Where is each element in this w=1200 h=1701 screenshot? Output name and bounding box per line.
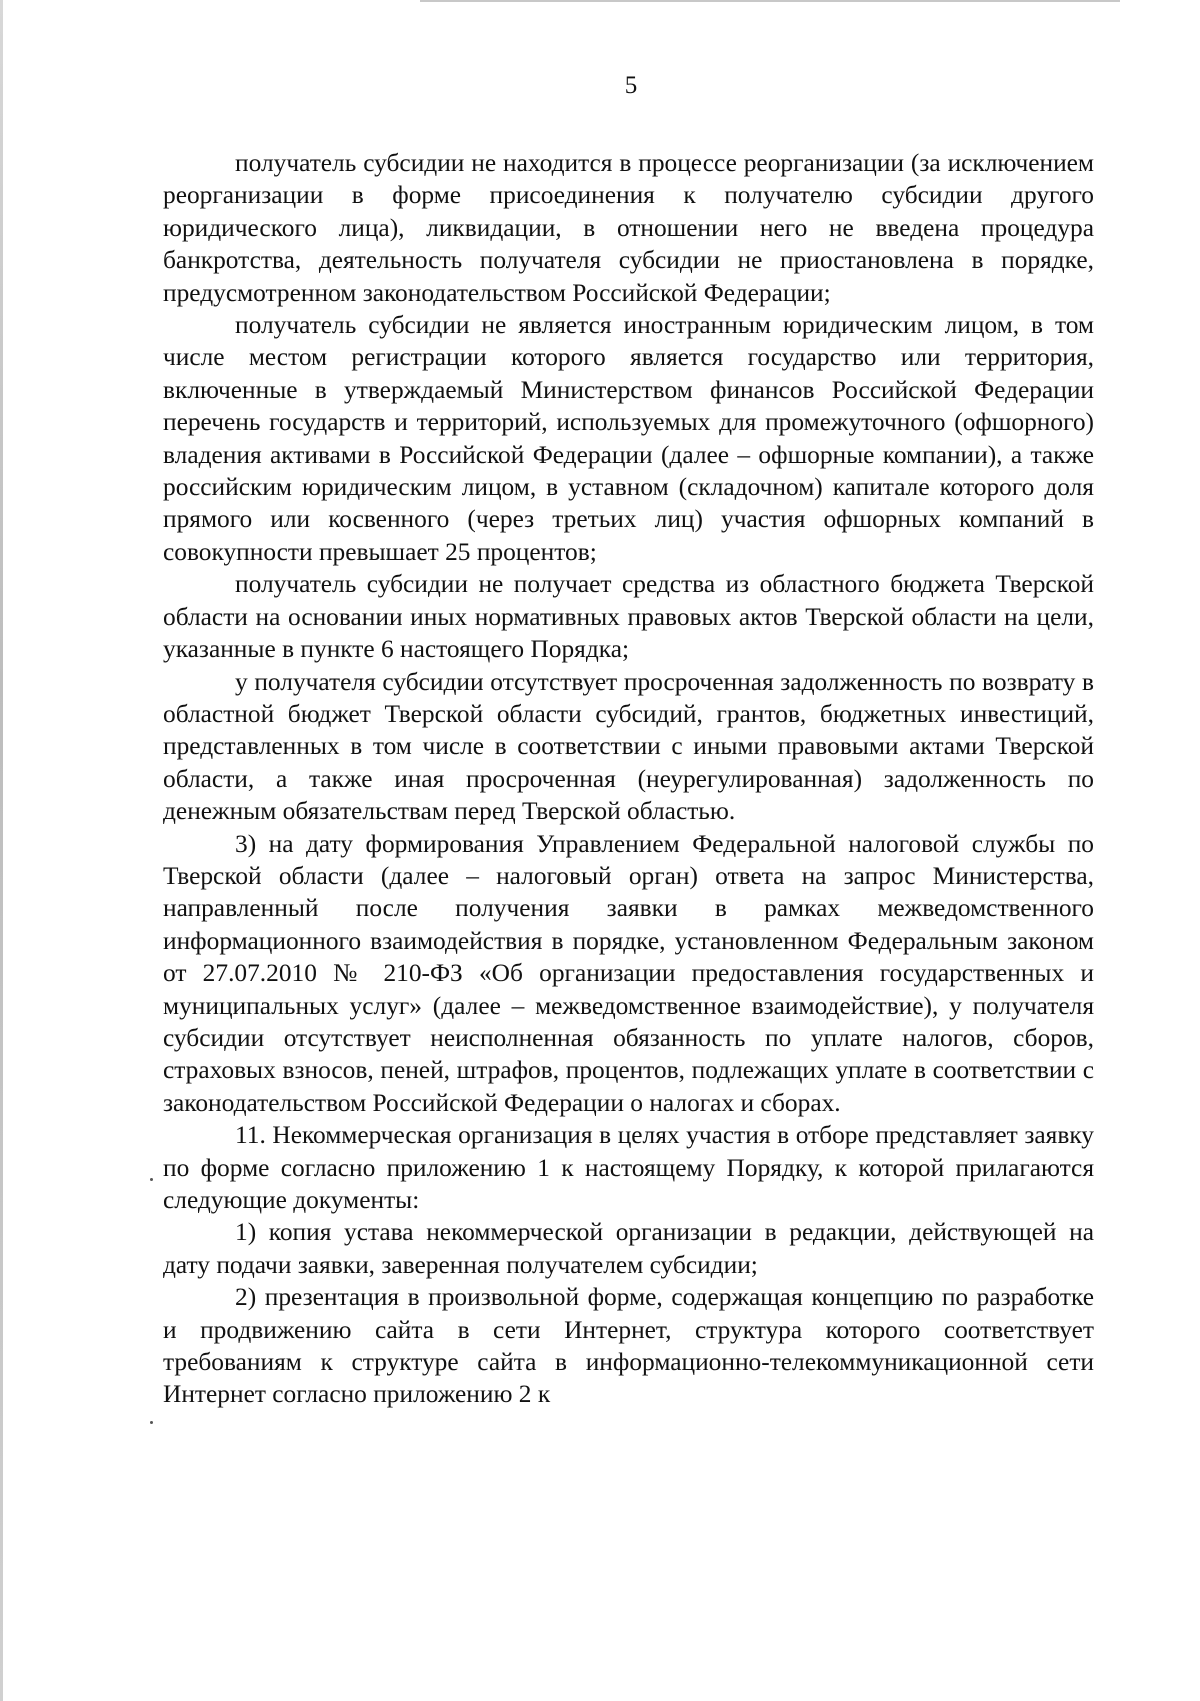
paragraph-item-11: 11. Некоммерческая организация в целях участия в отборе представляет заявку по форме согласно приложению 1 к настоящему Порядку, к которой прилагаются следующие документы: — [163, 1121, 1094, 1214]
scan-speck — [150, 1178, 153, 1181]
paragraph-charter-copy: 1) копия устава некоммерческой организации в редакции, действующей на дату подачи заявки, заверенная получателем субсидии; — [163, 1218, 1094, 1279]
scan-border-left — [0, 0, 3, 1701]
paragraph-presentation: 2) презентация в произвольной форме, содержащая концепцию по разработке и продвижению сайта в сети Интернет, структура которого соответствует требованиям к структуре сайта в информационно-телекоммуникационной сети Интернет согласно приложению 2 к — [163, 1283, 1094, 1409]
page-number: 5 — [624, 72, 638, 99]
paragraph-reorganization: получатель субсидии не находится в процессе реорганизации (за исключением реорганизации в форме присоединения к получателю субсидии другого юридического лица), ликвидации, в отношении него не введена процедура банкротства, деятельность получателя субсидии не приостановлена в порядке, предусмотренном законодательством Российской Федерации; — [163, 149, 1094, 307]
paragraph-offshore: получатель субсидии не является иностранным юридическим лицом, в том числе местом регистрации которого является государство или территория, включенные в утверждаемый Министерством финансов Российской Федерации перечень государств и территорий, используемых для промежуточного (офшорного) владения активами в Российской Федерации (далее – офшорные компании), а также российским юридическим лицом, в уставном (складочном) капитале которого доля прямого или косвенного (через третьих лиц) участия офшорных компаний в совокупности превышает 25 процентов; — [163, 311, 1094, 566]
paragraph-debt: у получателя субсидии отсутствует просроченная задолженность по возврату в областной бюджет Тверской области субсидий, грантов, бюджетных инвестиций, представленных в том числе в соответствии с иными правовыми актами Тверской области, а также иная просроченная (неурегулированная) задолженность по денежным обязательствам перед Тверской областью. — [163, 667, 1094, 826]
scan-speck — [150, 1421, 153, 1424]
document-body — [163, 147, 1094, 1411]
paragraph-other-acts: получатель субсидии не получает средства из областного бюджета Тверской области на основании иных нормативных правовых актов Тверской области на цели, указанные в пункте 6 настоящего Порядка; — [163, 570, 1094, 664]
paragraph-tax-authority: 3) на дату формирования Управлением Федеральной налоговой службы по Тверской области (далее – налоговый орган) ответа на запрос Министерства, направленный после получения заявки в рамках межведомственного информационного взаимодействия в порядке, установленном Федеральным законом от 27.07.2010 № 210-ФЗ «Об организации предоставления государственных и муниципальных услуг» (далее – межведомственное взаимодействие), у получателя субсидии отсутствует неисполненная обязанность по уплате налогов, сборов, страховых взносов, пеней, штрафов, процентов, подлежащих уплате в соответствии с законодательством Российской Федерации о налогах и сборах. — [163, 829, 1094, 1117]
scan-border-top — [420, 0, 1120, 2]
